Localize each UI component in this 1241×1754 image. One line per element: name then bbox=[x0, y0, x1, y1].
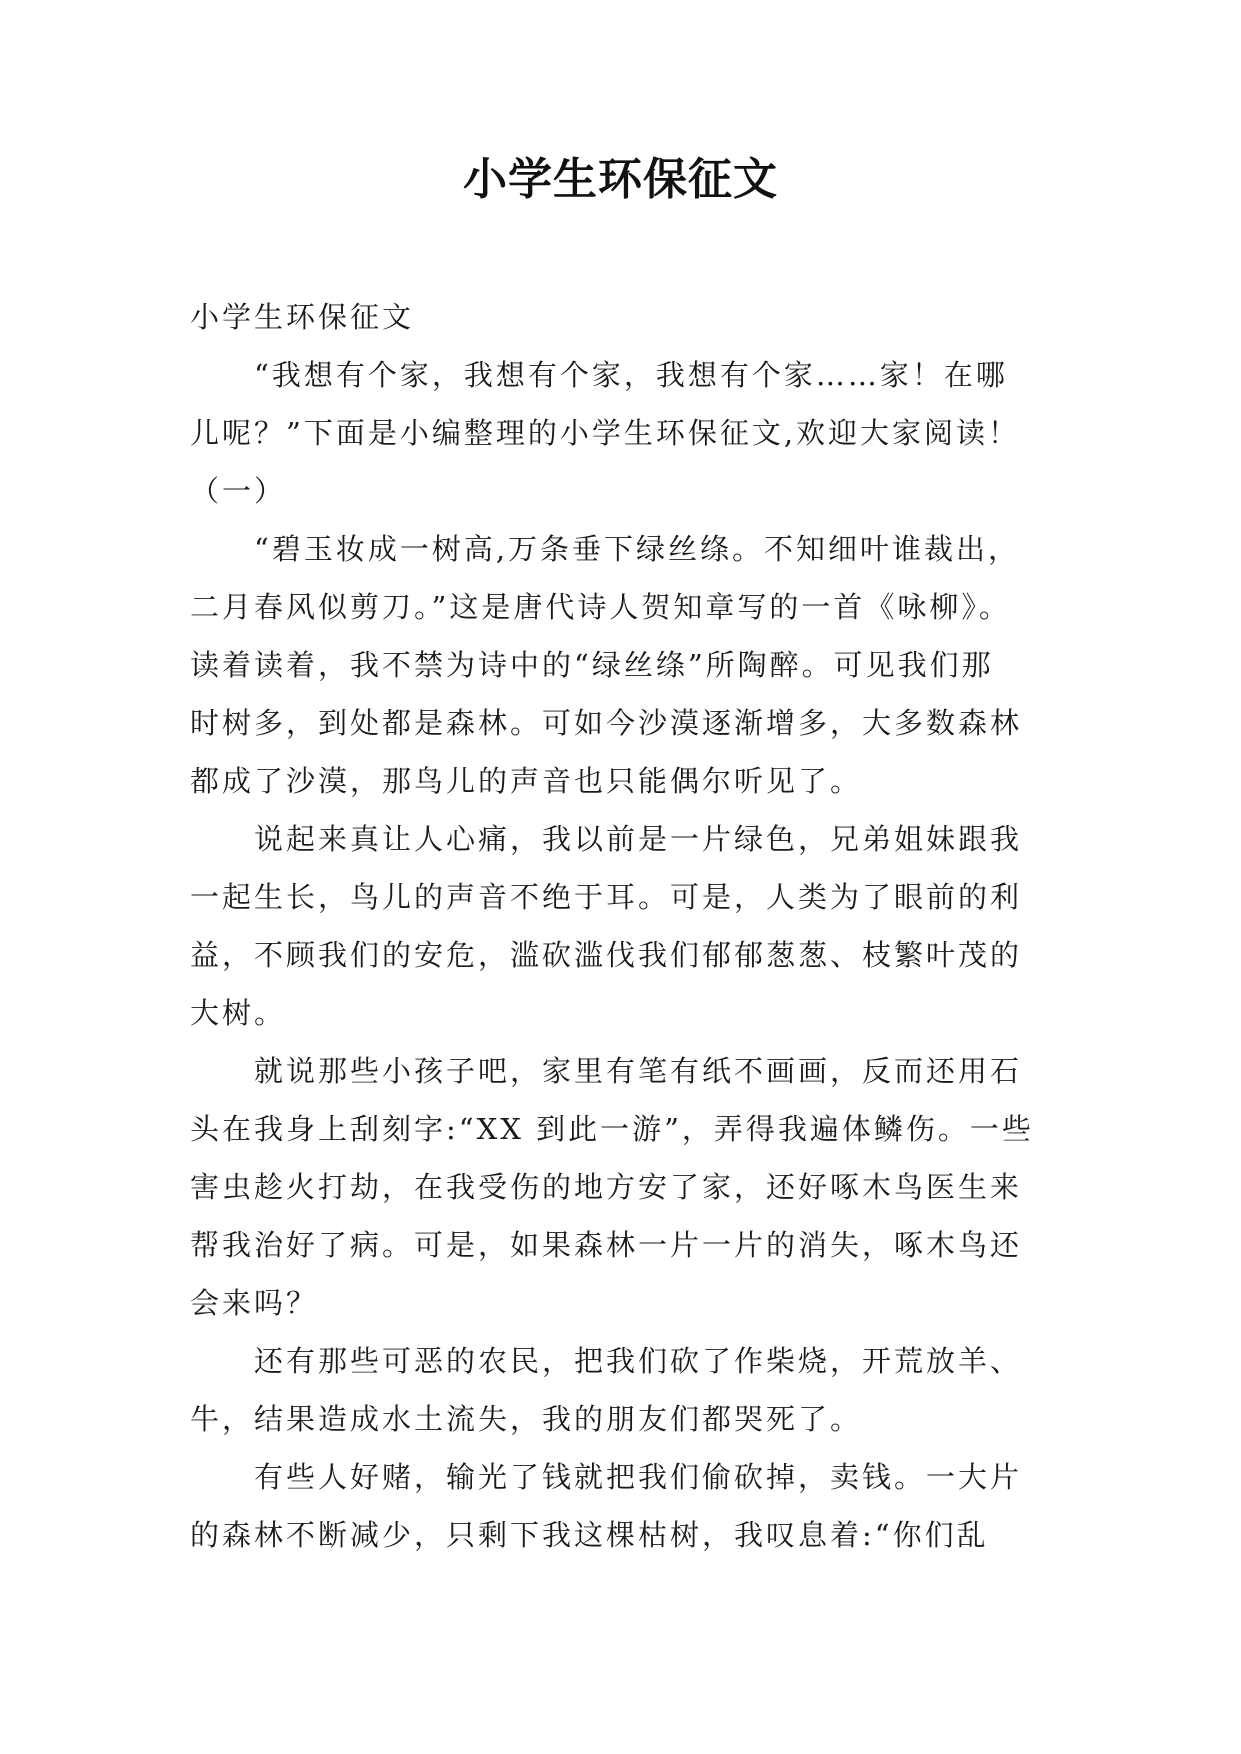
text-line: 读着读着，我不禁为诗中的“绿丝绦”所陶醉。可见我们那 bbox=[190, 648, 994, 682]
text-line: 益，不顾我们的安危，滥砍滥伐我们郁郁葱葱、枝繁叶茂的 bbox=[190, 938, 1023, 972]
text-line: （一） bbox=[190, 474, 287, 508]
text-line: 都成了沙漠，那鸟儿的声音也只能偶尔听见了。 bbox=[190, 764, 863, 798]
text-line: 会来吗？ bbox=[190, 1286, 319, 1320]
text-line: 大树。 bbox=[190, 996, 287, 1030]
text-line: 的森林不断减少，只剩下我这棵枯树，我叹息着:“你们乱 bbox=[190, 1518, 989, 1552]
document-title: 小学生环保征文 bbox=[463, 154, 778, 205]
text-line: 儿呢？”下面是小编整理的小学生环保征文,欢迎大家阅读！ bbox=[190, 416, 1021, 450]
text-line: 一起生长，鸟儿的声音不绝于耳。可是，人类为了眼前的利 bbox=[190, 880, 1023, 914]
document-body bbox=[190, 288, 1070, 1564]
text-line: 二月春风似剪刀。”这是唐代诗人贺知章写的一首《咏柳》。 bbox=[190, 590, 1011, 624]
text-line: 牛，结果造成水土流失，我的朋友们都哭死了。 bbox=[190, 1402, 863, 1436]
text-line: 害虫趁火打劫，在我受伤的地方安了家，还好啄木鸟医生来 bbox=[190, 1170, 1023, 1204]
text-line: 说起来真让人心痛，我以前是一片绿色，兄弟姐妹跟我 bbox=[254, 822, 1023, 856]
text-line: 头在我身上刮刻字:“XX 到此一游”，弄得我遍体鳞伤。一些 bbox=[190, 1112, 1034, 1146]
text-line: “我想有个家，我想有个家，我想有个家……家！在哪 bbox=[254, 358, 1008, 392]
text-line: 还有那些可恶的农民，把我们砍了作柴烧，开荒放羊、 bbox=[254, 1344, 1023, 1378]
text-line: 有些人好赌，输光了钱就把我们偷砍掉，卖钱。一大片 bbox=[254, 1460, 1023, 1494]
text-line: 时树多，到处都是森林。可如今沙漠逐渐增多，大多数森林 bbox=[190, 706, 1023, 740]
text-line: “碧玉妆成一树高,万条垂下绿丝绦。不知细叶谁裁出， bbox=[254, 532, 1021, 566]
text-line: 帮我治好了病。可是，如果森林一片一片的消失，啄木鸟还 bbox=[190, 1228, 1023, 1262]
text-line: 小学生环保征文 bbox=[190, 300, 415, 334]
text-line: 就说那些小孩子吧，家里有笔有纸不画画，反而还用石 bbox=[254, 1054, 1023, 1088]
